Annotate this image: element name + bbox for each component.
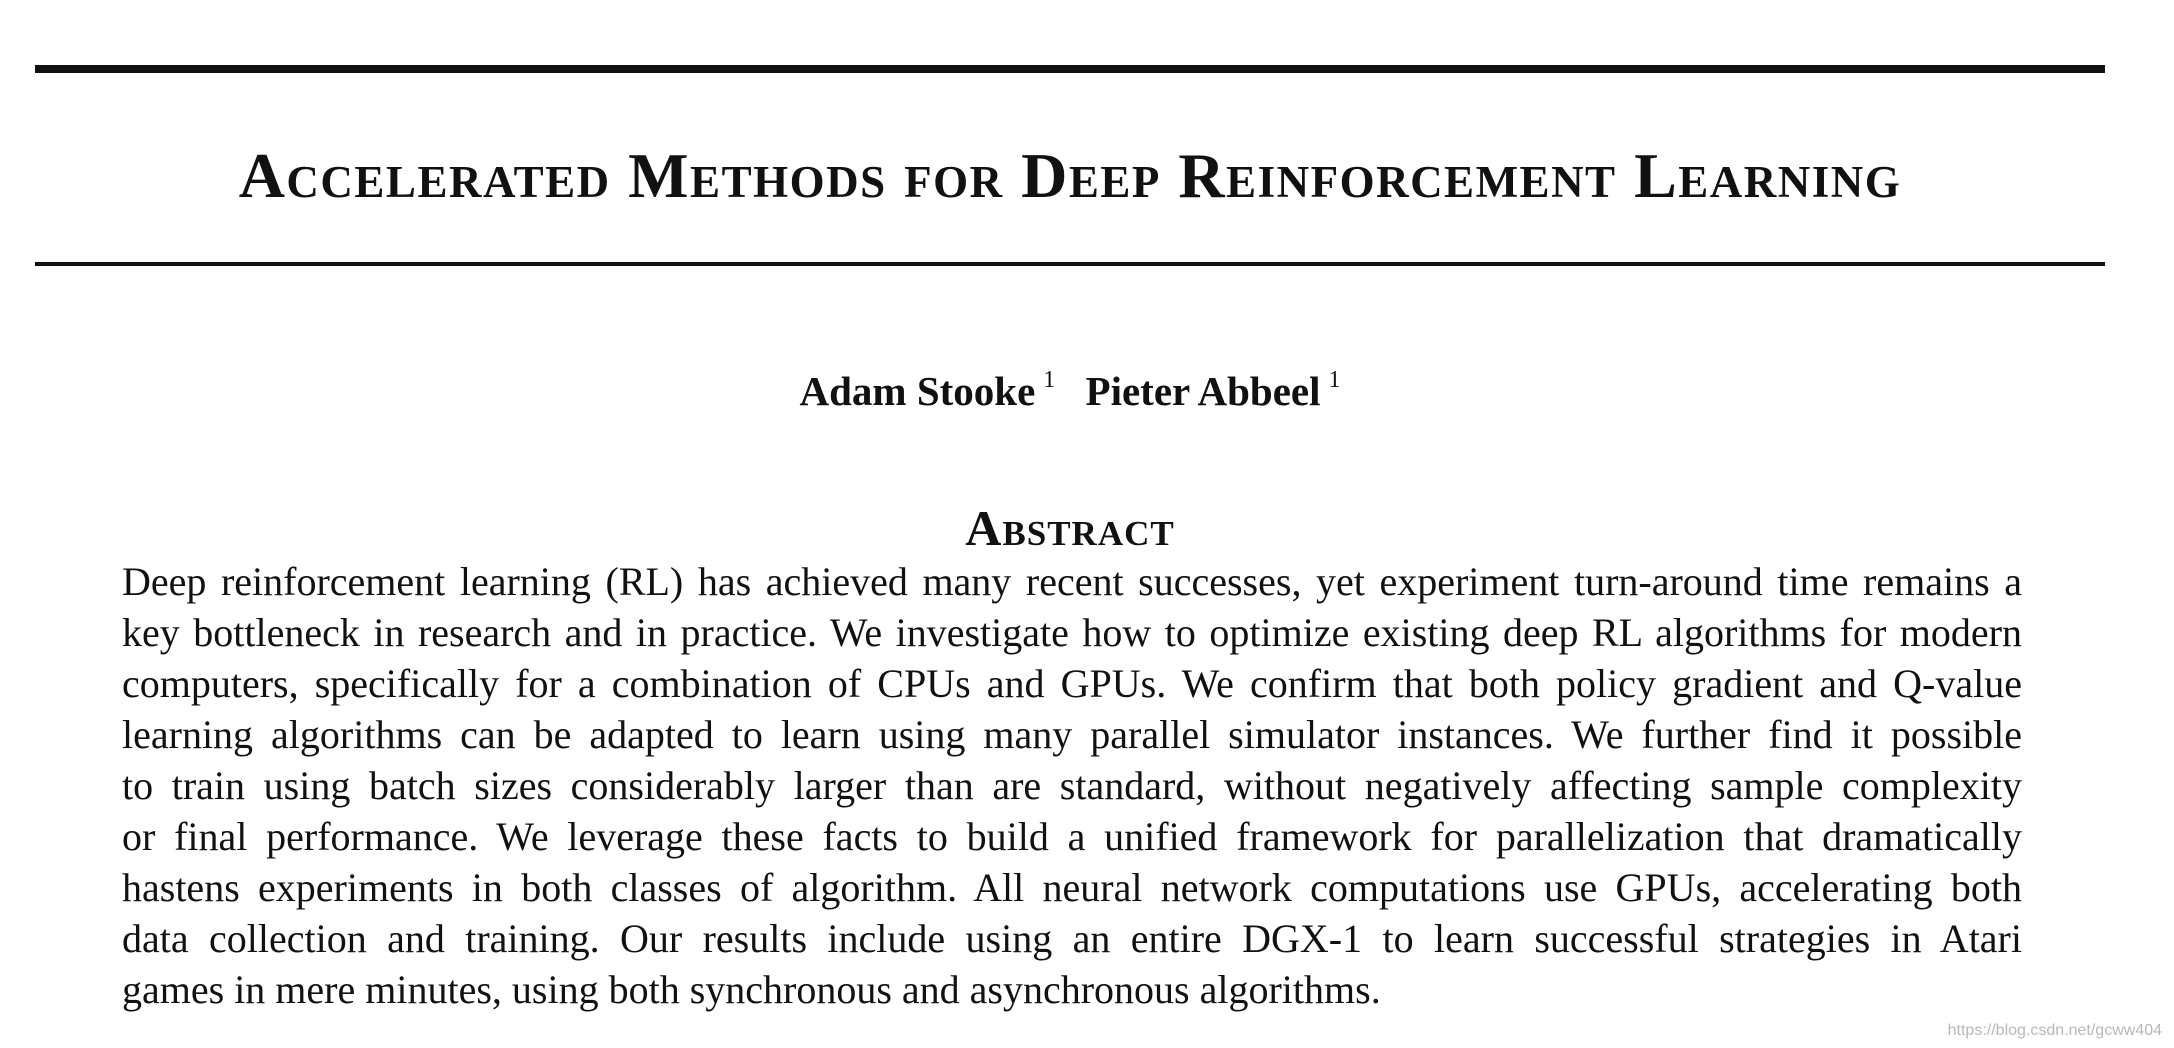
author-1	[800, 355, 1056, 416]
author-affiliation-mark: 1	[1043, 367, 1056, 393]
abstract-line: to train using batch sizes considerably larger than are standard, without negatively affecting sample complexity	[122, 763, 2022, 808]
title-top-rule	[35, 65, 2105, 73]
abstract-line: or final performance. We leverage these facts to build a unified framework for parallelization that dramatically	[122, 814, 2022, 859]
paper-title: Accelerated Methods for Deep Reinforcement Learning	[238, 140, 1902, 211]
author-affiliation-mark: 1	[1328, 367, 1341, 393]
abstract-line: learning algorithms can be adapted to learn using many parallel simulator instances. We further find it possible	[122, 712, 2022, 757]
abstract-line: Deep reinforcement learning (RL) has achieved many recent successes, yet experiment turn-around time remains a	[122, 559, 2022, 604]
abstract-body	[122, 556, 2022, 1015]
abstract-line: hastens experiments in both classes of algorithm. All neural network computations use GPUs, accelerating both	[122, 865, 2022, 910]
abstract-heading: Abstract	[965, 500, 1175, 556]
abstract-line: data collection and training. Our results include using an entire DGX-1 to learn successful strategies in Atari	[122, 916, 2022, 961]
abstract-line: games in mere minutes, using both synchronous and asynchronous algorithms.	[122, 967, 1381, 1012]
abstract-line: key bottleneck in research and in practice. We investigate how to optimize existing deep RL algorithms for modern	[122, 610, 2022, 655]
title-bottom-rule	[35, 262, 2105, 266]
author-2	[1086, 355, 1341, 416]
abstract-line: computers, specifically for a combination of CPUs and GPUs. We confirm that both policy gradient and Q-value	[122, 661, 2022, 706]
watermark: https://blog.csdn.net/gcww404	[1947, 1022, 2162, 1039]
author-name: Adam Stooke	[799, 368, 1036, 414]
author-name: Pieter Abbeel	[1085, 368, 1321, 414]
author-list	[35, 355, 2105, 416]
